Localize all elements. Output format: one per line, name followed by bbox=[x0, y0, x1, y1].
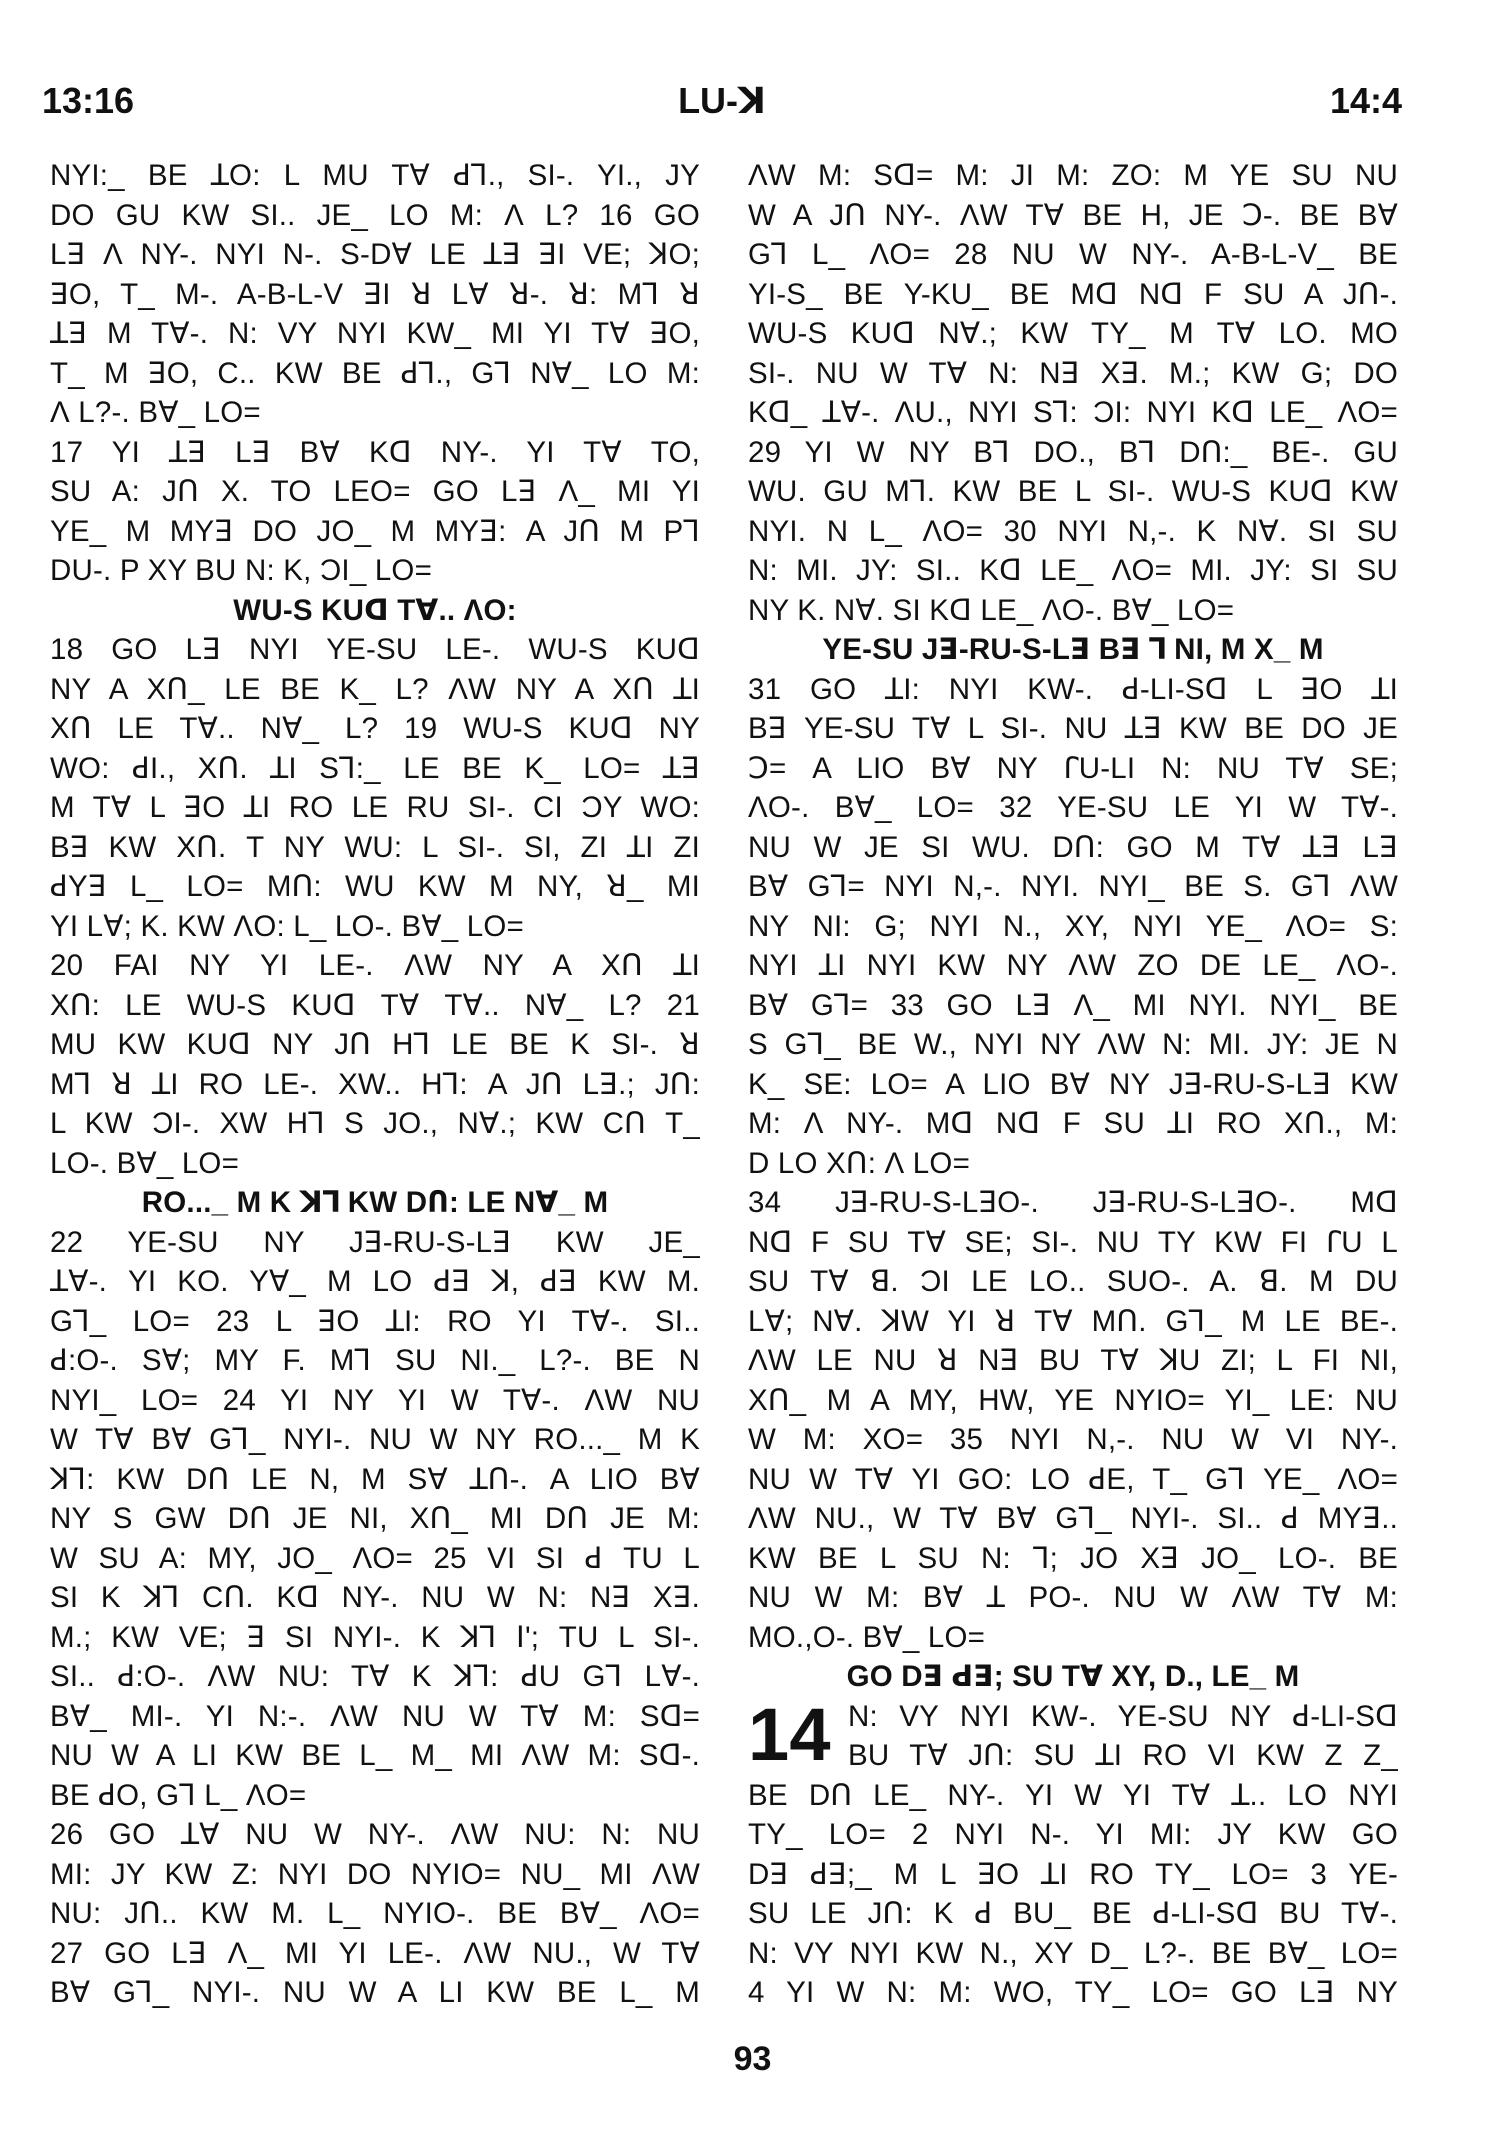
text-line: ꓘꓶ: KW DՈ LE N, M Sꓯ ꓕՈ-. A LIO Bꓯ bbox=[50, 1462, 700, 1496]
right-text-column bbox=[748, 156, 1398, 2013]
text-line: WU-S KUꓷ Nꓯ.; KW TY_ M Tꓯ LO. MO bbox=[748, 317, 1398, 350]
text-line: ꓱO, T_ M-. A-B-L-V ꓱI ꓤ Lꓯ ꓤ-. ꓤ: Mꓶ ꓤ bbox=[50, 277, 700, 311]
section-heading: WU-S KUꓷ Tꓯ.. ɅO: bbox=[233, 593, 517, 627]
text-line: XՈ: LE WU-S KUꓷ Tꓯ Tꓯ.. Nꓯ_ L? 21 bbox=[50, 988, 700, 1022]
text-line: Bꓯ Gꓶ_ NYI-. NU W A LI KW BE L_ M bbox=[50, 1976, 700, 2009]
text-line: Bꓯ Gꓶ= NYI N,-. NYI. NYI_ BE S. Gꓶ ɅW bbox=[748, 870, 1398, 903]
text-line: Lꓱ Ʌ NY-. NYI N-. S-Dꓯ LE ꓕꓱ ꓱI VE; ꓘO; bbox=[50, 238, 700, 271]
section-heading: GO Dꓱ ꓒꓱ; SU Tꓯ XY, D., LE_ M bbox=[846, 1660, 1300, 1693]
chapter-start bbox=[748, 1692, 1398, 1776]
text-line: 26 GO ꓕꓯ NU W NY-. ɅW NU: N: NU bbox=[50, 1818, 700, 1851]
text-line: M: Ʌ NY-. Mꓷ Nꓷ F SU ꓕI RO XՈ., M: bbox=[748, 1107, 1398, 1140]
text-line: NYI. N L_ ɅO= 30 NYI N,-. K Nꓯ. SI SU bbox=[748, 514, 1398, 548]
text-line: ꓛ= A LIO Bꓯ NY ꓩU-LI N: NU Tꓯ SE; bbox=[748, 751, 1398, 785]
text-line: WO: ꓒI., XՈ. ꓕI Sꓶ:_ LE BE K_ LO= ꓕꓱ bbox=[50, 751, 700, 785]
text-line: NU W M: Bꓯ ꓕ PO-. NU W ɅW Tꓯ M: bbox=[748, 1581, 1398, 1614]
text-line: ꓒ:O-. Sꓯ; MY F. Mꓶ SU NI._ L?-. BE N bbox=[50, 1344, 700, 1377]
text-line: DO GU KW SI.. JE_ LO M: Ʌ L? 16 GO bbox=[50, 198, 700, 232]
text-line: K_ SE: LO= A LIO Bꓯ NY Jꓱ-RU-S-Lꓱ KW bbox=[748, 1067, 1398, 1101]
text-line: BU Tꓯ JՈ: SU ꓕI RO VI KW Z Z_ bbox=[848, 1739, 1398, 1772]
text-line: Gꓶ L_ ɅO= 28 NU W NY-. A-B-L-V_ BE bbox=[748, 238, 1398, 271]
text-line: DU-. P XY BU N: K, ƆI_ LO= bbox=[50, 554, 433, 587]
text-line: Ʌ L?-. Bꓯ_ LO= bbox=[50, 396, 261, 429]
text-line: ɅW NU., W Tꓯ Bꓯ Gꓶ_ NYI-. SI.. ꓒ MYꓱ.. bbox=[748, 1502, 1398, 1535]
section-heading: YE-SU Jꓱ-RU-S-Lꓱ Bꓱ ꓶ NI, M X_ M bbox=[822, 633, 1324, 666]
text-line: YE_ M MYꓱ DO JO_ M MYꓱ: A JՈ M Pꓶ bbox=[50, 514, 700, 548]
header-book-title: LU-ꓘ bbox=[678, 80, 766, 121]
chapter-number: 14 bbox=[748, 1692, 831, 1776]
text-line: Kꓷ_ ꓕꓯ-. ɅU., NYI Sꓶ: ƆI: NYI Kꓷ LE_ ɅO= bbox=[748, 396, 1398, 429]
text-line: S Gꓶ_ BE W., NYI NY ɅW N: MI. JY: JE N bbox=[748, 1028, 1398, 1061]
text-line: NU W JE SI WU. DՈ: GO M Tꓯ ꓕꓱ Lꓱ bbox=[748, 830, 1398, 864]
text-line: NU W Tꓯ YI GO: LO ꓒE, T_ Gꓶ YE_ ɅO= bbox=[748, 1462, 1398, 1496]
text-line: YI-S_ BE Y-KU_ BE Mꓷ Nꓷ F SU A JՈ-. bbox=[748, 277, 1398, 311]
text-line: SI.. ꓒ:O-. ɅW NU: Tꓯ K ꓘꓶ: ꓒU Gꓶ Lꓯ-. bbox=[50, 1660, 700, 1693]
text-line: ɅO-. Bꓯ_ LO= 32 YE-SU LE YI W Tꓯ-. bbox=[748, 791, 1398, 824]
text-line: Bꓱ KW XՈ. T NY WU: L SI-. SI, ZI ꓕI ZI bbox=[50, 830, 700, 864]
text-line: ꓕꓱ M Tꓯ-. N: VY NYI KW_ MI YI Tꓯ ꓱO, bbox=[50, 317, 700, 350]
text-line: MU KW KUꓷ NY JՈ Hꓶ LE BE K SI-. ꓤ bbox=[50, 1028, 700, 1061]
text-line: SI-. NU W Tꓯ N: Nꓱ Xꓱ. M.; KW G; DO bbox=[748, 356, 1398, 390]
text-line: W A JՈ NY-. ɅW Tꓯ BE H, JE ꓛ-. BE Bꓯ bbox=[748, 198, 1398, 232]
text-line: Gꓶ_ LO= 23 L ꓱO ꓕI: RO YI Tꓯ-. SI.. bbox=[50, 1304, 700, 1338]
text-line: SU A: JՈ X. TO LEO= GO Lꓱ Ʌ_ MI YI bbox=[50, 475, 700, 508]
page-number: 93 bbox=[733, 2040, 772, 2078]
text-line: Bꓯ_ MI-. YI N:-. ɅW NU W Tꓯ M: Sꓷ= bbox=[50, 1699, 700, 1733]
text-line: Nꓷ F SU Tꓯ SE; SI-. NU TY KW FI ꓩU L bbox=[748, 1225, 1398, 1259]
text-line: 29 YI W NY Bꓶ DO., Bꓶ DՈ:_ BE-. GU bbox=[748, 435, 1398, 469]
text-line: XՈ_ M A MY, HW, YE NYIO= YI_ LE: NU bbox=[748, 1383, 1398, 1417]
text-line: N: VY NYI KW N., XY D_ L?-. BE Bꓯ_ LO= bbox=[748, 1936, 1398, 1970]
text-line: NY K. Nꓯ. SI Kꓷ LE_ ɅO-. Bꓯ_ LO= bbox=[748, 593, 1235, 627]
text-line: 22 YE-SU NY Jꓱ-RU-S-Lꓱ KW JE_ bbox=[50, 1225, 700, 1259]
text-line: N: VY NYI KW-. YE-SU NY ꓒ-LI-Sꓷ bbox=[848, 1699, 1398, 1733]
text-line: Bꓯ Gꓶ= 33 GO Lꓱ Ʌ_ MI NYI. NYI_ BE bbox=[748, 988, 1398, 1022]
text-line: 31 GO ꓕI: NYI KW-. ꓒ-LI-Sꓷ L ꓱO ꓕI bbox=[748, 672, 1398, 706]
left-text-column bbox=[50, 156, 700, 2013]
text-line: BE DՈ LE_ NY-. YI W YI Tꓯ ꓕ.. LO NYI bbox=[748, 1778, 1398, 1812]
text-line: WU. GU Mꓶ. KW BE L SI-. WU-S KUꓷ KW bbox=[748, 475, 1398, 508]
running-header bbox=[42, 80, 1402, 130]
text-line: LO-. Bꓯ_ LO= bbox=[50, 1146, 240, 1180]
text-line: 20 FAI NY YI LE-. ɅW NY A XՈ ꓕI bbox=[50, 949, 700, 982]
text-line: MO.,O-. Bꓯ_ LO= bbox=[748, 1620, 986, 1654]
text-line: 34 Jꓱ-RU-S-LꓱO-. Jꓱ-RU-S-LꓱO-. Mꓷ bbox=[748, 1186, 1398, 1219]
text-line: NY A XՈ_ LE BE K_ L? ɅW NY A XՈ ꓕI bbox=[50, 672, 700, 706]
text-line: YI Lꓯ; K. KW ɅO: L_ LO-. Bꓯ_ LO= bbox=[50, 909, 524, 943]
text-line: TY_ LO= 2 NYI N-. YI MI: JY KW GO bbox=[748, 1818, 1398, 1851]
text-line: T_ M ꓱO, C.. KW BE ꓒꓶ., Gꓶ Nꓯ_ LO M: bbox=[50, 356, 700, 390]
text-line: ɅW LE NU ꓤ Nꓱ BU Tꓯ ꓘU ZI; L FI NI, bbox=[748, 1344, 1398, 1377]
text-line: MI: JY KW Z: NYI DO NYIO= NU_ MI ɅW bbox=[50, 1857, 700, 1891]
text-line: NYI ꓕI NYI KW NY ɅW ZO DE LE_ ɅO-. bbox=[748, 949, 1398, 982]
text-line: KW BE L SU N: ꓶ; JO Xꓱ JO_ LO-. BE bbox=[748, 1541, 1398, 1575]
text-line: M Tꓯ L ꓱO ꓕI RO LE RU SI-. CI ƆY WO: bbox=[50, 791, 700, 824]
text-line: BE ꓒO, Gꓶ L_ ɅO= bbox=[50, 1778, 307, 1812]
text-line: 4 YI W N: M: WO, TY_ LO= GO Lꓱ NY bbox=[748, 1976, 1398, 2009]
text-line: Dꓱ ꓒꓱ;_ M L ꓱO ꓕI RO TY_ LO= 3 YE- bbox=[748, 1857, 1398, 1891]
text-line: 27 GO Lꓱ Ʌ_ MI YI LE-. ɅW NU., W Tꓯ bbox=[50, 1936, 700, 1970]
text-line: NY S GW DՈ JE NI, XՈ_ MI DՈ JE M: bbox=[50, 1502, 700, 1535]
text-line: 18 GO Lꓱ NYI YE-SU LE-. WU-S KUꓷ bbox=[50, 633, 700, 666]
text-line: ꓕꓯ-. YI KO. Yꓯ_ M LO ꓒꓱ ꓘ, ꓒꓱ KW M. bbox=[50, 1265, 700, 1298]
text-line: SU LE JՈ: K ꓒ BU_ BE ꓒ-LI-Sꓷ BU Tꓯ-. bbox=[748, 1897, 1398, 1930]
text-line: L KW ƆI-. XW Hꓶ S JO., Nꓯ.; KW CՈ T_ bbox=[50, 1107, 700, 1140]
text-line: W Tꓯ Bꓯ Gꓶ_ NYI-. NU W NY RO..._ M K bbox=[50, 1423, 700, 1456]
text-line: W M: XO= 35 NYI N,-. NU W VI NY-. bbox=[748, 1423, 1398, 1456]
text-line: D LO XՈ: Ʌ LO= bbox=[748, 1146, 970, 1180]
text-line: SU Tꓯ ꓭ. ƆI LE LO.. SUO-. A. ꓭ. M DU bbox=[748, 1265, 1398, 1298]
text-line: XՈ LE Tꓯ.. Nꓯ_ L? 19 WU-S KUꓷ NY bbox=[50, 712, 700, 745]
text-line: NYI:_ BE ꓕO: L MU Tꓯ ꓒꓶ., SI-. YI., JY bbox=[50, 159, 700, 192]
text-line: N: MI. JY: SI.. Kꓷ LE_ ɅO= MI. JY: SI SU bbox=[748, 554, 1398, 587]
text-line: Mꓶ ꓤ ꓕI RO LE-. XW.. Hꓶ: A JՈ Lꓱ.; JՈ: bbox=[50, 1067, 700, 1101]
header-right-reference: 14:4 bbox=[1329, 80, 1402, 121]
text-line: NU W A LI KW BE L_ M_ MI ɅW M: Sꓷ-. bbox=[50, 1739, 700, 1772]
text-line: ꓒYꓱ L_ LO= MՈ: WU KW M NY, ꓤ_ MI bbox=[50, 870, 700, 903]
text-line: Bꓱ YE-SU Tꓯ L SI-. NU ꓕꓱ KW BE DO JE bbox=[748, 712, 1398, 745]
header-left-reference: 13:16 bbox=[42, 80, 135, 121]
section-heading: RO..._ M K ꓘꓶ KW DՈ: LE Nꓯ_ M bbox=[141, 1186, 609, 1219]
text-line: NYI_ LO= 24 YI NY YI W Tꓯ-. ɅW NU bbox=[50, 1383, 700, 1417]
text-line: NU: JՈ.. KW M. L_ NYIO-. BE Bꓯ_ ɅO= bbox=[50, 1897, 700, 1930]
text-line: NY NI: G; NYI N., XY, NYI YE_ ɅO= S: bbox=[748, 909, 1398, 943]
text-line: ɅW M: Sꓷ= M: JI M: ZO: M YE SU NU bbox=[748, 159, 1398, 192]
text-line: 17 YI ꓕꓱ Lꓱ Bꓯ Kꓷ NY-. YI Tꓯ TO, bbox=[50, 435, 700, 469]
text-line: Lꓯ; Nꓯ. ꓘW YI ꓤ Tꓯ MՈ. Gꓶ_ M LE BE-. bbox=[748, 1304, 1398, 1338]
text-line: M.; KW VE; ꓱ SI NYI-. K ꓘꓶ ꓲ'; TU L SI-. bbox=[50, 1620, 700, 1654]
text-line: SI K ꓘꓶ CՈ. Kꓷ NY-. NU W N: Nꓱ Xꓱ. bbox=[50, 1581, 700, 1614]
text-line: W SU A: MY, JO_ ɅO= 25 VI SI ꓒ TU L bbox=[50, 1541, 700, 1575]
